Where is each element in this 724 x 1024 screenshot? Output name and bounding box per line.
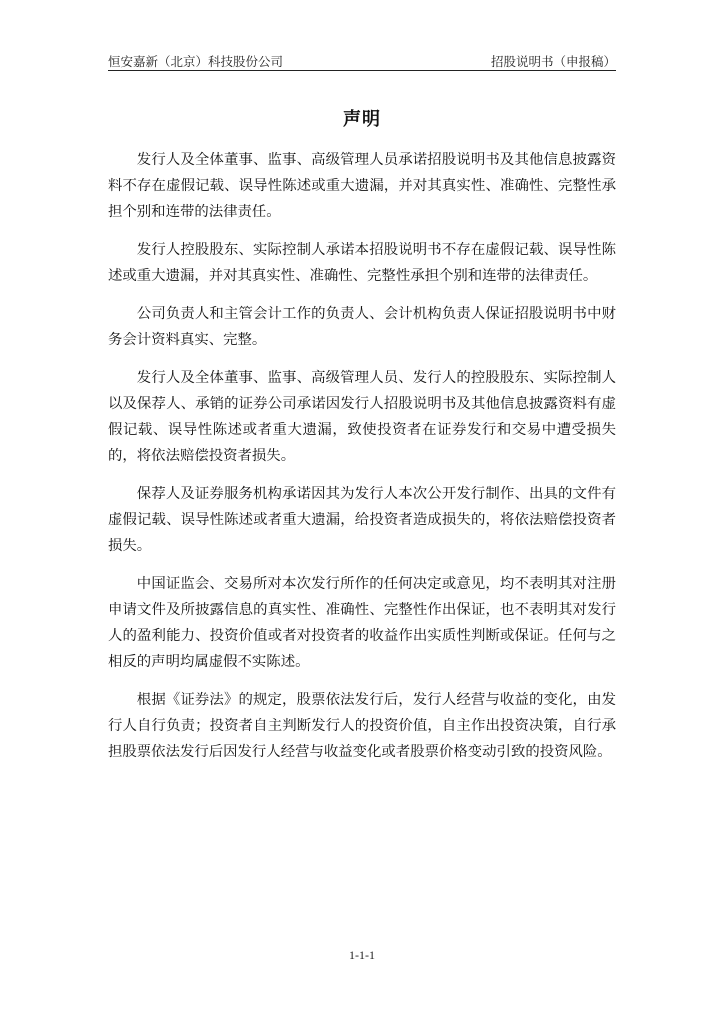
statement-body	[108, 147, 616, 777]
page-header	[108, 52, 616, 70]
document-title: 声明	[343, 109, 381, 130]
paragraph-2: 发行人控股股东、实际控制人承诺本招股说明书不存在虚假记载、误导性陈述或重大遗漏，并对其真实性、准确性、完整性承担个别和连带的法律责任。	[108, 242, 616, 284]
header-company-name: 恒安嘉新（北京）科技股份公司	[108, 54, 284, 69]
paragraph-6: 中国证监会、交易所对本次发行所作的任何决定或意见，均不表明其对注册申请文件及所披露信息的真实性、准确性、完整性作出保证，也不表明其对发行人的盈利能力、投资价值或者对投资者的收益作出实质性判断或保证。任何与之相反的声明均属虚假不实陈述。	[108, 576, 616, 670]
paragraph-5: 保荐人及证券服务机构承诺因其为发行人本次公开发行制作、出具的文件有虚假记载、误导性陈述或者重大遗漏，给投资者造成损失的，将依法赔偿投资者损失。	[108, 486, 616, 554]
header-document-type: 招股说明书（申报稿）	[490, 54, 616, 69]
paragraph-1: 发行人及全体董事、监事、高级管理人员承诺招股说明书及其他信息披露资料不存在虚假记载、误导性陈述或重大遗漏，并对其真实性、准确性、完整性承担个别和连带的法律责任。	[108, 152, 616, 220]
paragraph-3: 公司负责人和主管会计工作的负责人、会计机构负责人保证招股说明书中财务会计资料真实、完整。	[108, 306, 616, 348]
page-number: 1-1-1	[349, 948, 375, 962]
paragraph-4: 发行人及全体董事、监事、高级管理人员、发行人的控股股东、实际控制人以及保荐人、承销的证券公司承诺因发行人招股说明书及其他信息披露资料有虚假记载、误导性陈述或者重大遗漏，致使投资者在证券发行和交易中遭受损失的，将依法赔偿投资者损失。	[108, 370, 616, 464]
header-divider	[108, 70, 616, 71]
paragraph-7: 根据《证券法》的规定，股票依法发行后，发行人经营与收益的变化，由发行人自行负责；投资者自主判断发行人的投资价值，自主作出投资决策，自行承担股票依法发行后因发行人经营与收益变化或者股票价格变动引致的投资风险。	[108, 692, 616, 760]
